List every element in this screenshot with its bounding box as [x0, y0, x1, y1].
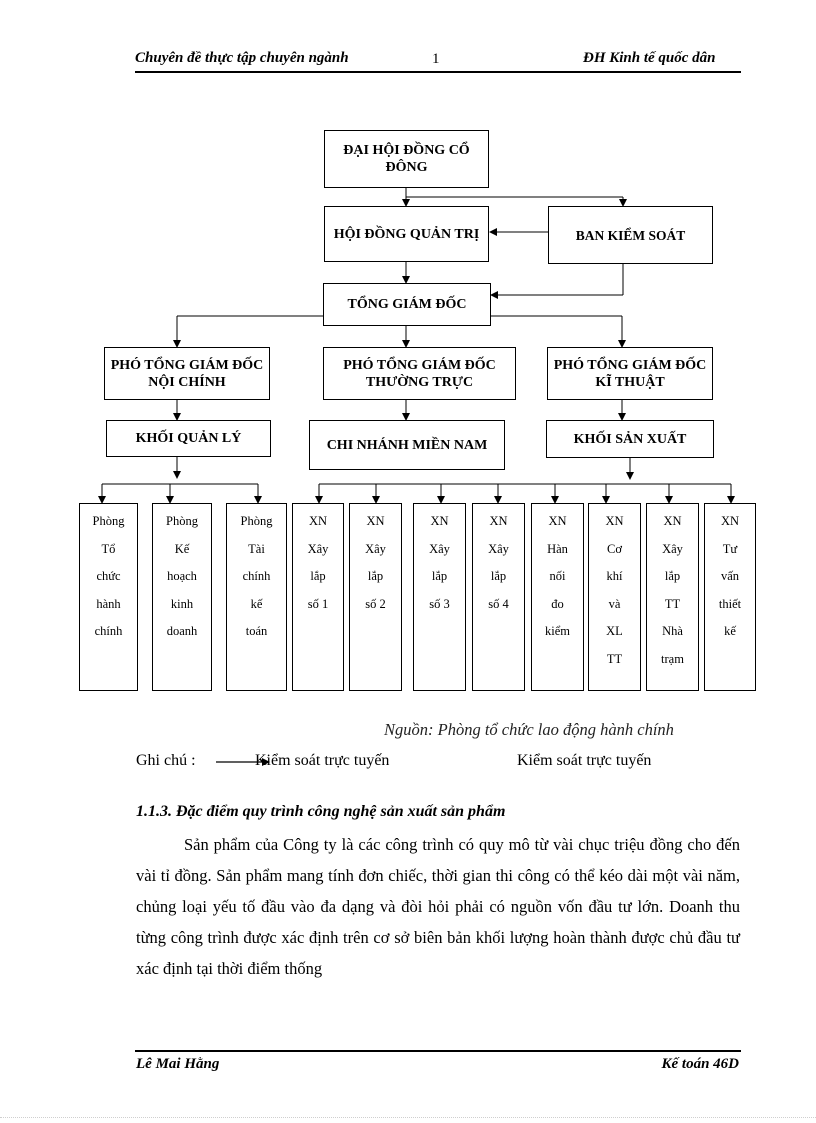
- enterprise-station-construction: XN Xây lắp TT Nhà trạm: [646, 503, 699, 691]
- box-supervisory: BAN KIỂM SOÁT: [548, 206, 713, 264]
- dept-finance-accounting: Phòng Tài chính kế toán: [226, 503, 287, 691]
- enterprise-design-consulting: XN Tư vấn thiết kế: [704, 503, 756, 691]
- box-board: HỘI ĐỒNG QUẢN TRỊ: [324, 206, 489, 262]
- body-paragraph: [136, 829, 740, 984]
- section-heading: 1.1.3. Đặc điểm quy trình công nghệ sản xuất sản phẩm: [136, 803, 506, 820]
- box-deputy-technical: PHÓ TỔNG GIÁM ĐỐC KĨ THUẬT: [547, 347, 713, 400]
- enterprise-mechanical: XN Cơ khí và XL TT: [588, 503, 641, 691]
- box-south-branch: CHI NHÁNH MIỀN NAM: [309, 420, 505, 470]
- chart-source: Nguồn: Phòng tổ chức lao động hành chính: [384, 720, 674, 739]
- enterprise-construction-1: XN Xây lắp số 1: [292, 503, 344, 691]
- box-management-block: KHỐI QUẢN LÝ: [106, 420, 271, 457]
- box-deputy-standing: PHÓ TỔNG GIÁM ĐỐC THƯỜNG TRỰC: [323, 347, 516, 400]
- footer-author: Lê Mai Hằng: [136, 1056, 220, 1072]
- paragraph-text: Sản phẩm của Công ty là các công trình có quy mô từ vài chục triệu đồng cho đến vài tỉ đồng. Sản phẩm mang tính đơn chiếc, thời gian thi công có thể kéo dài một vài năm, chủng loại yếu tố đầu vào đa dạng và đòi hỏi phải có nguồn vốn đầu tư lớn. Doanh thu từng công trình được xác định trên cơ sở biên bản khối lượng hoàn thành được chủ đầu tư xác định tại thời điểm thống: [136, 835, 740, 978]
- enterprise-welding-inspection: XN Hàn nối đo kiểm: [531, 503, 584, 691]
- box-ceo: TỔNG GIÁM ĐỐC: [323, 283, 491, 326]
- footer-rule: [135, 1050, 741, 1052]
- legend-label: Ghi chú :: [136, 752, 196, 769]
- dept-organization-admin: Phòng Tổ chức hành chính: [79, 503, 138, 691]
- page-number: 1: [432, 51, 440, 67]
- box-deputy-internal: PHÓ TỔNG GIÁM ĐỐC NỘI CHÍNH: [104, 347, 270, 400]
- enterprise-construction-2: XN Xây lắp số 2: [349, 503, 402, 691]
- footer-class: Kế toán 46D: [661, 1056, 739, 1072]
- legend-item-second: Kiểm soát trực tuyến: [517, 752, 652, 769]
- enterprise-construction-3: XN Xây lắp số 3: [413, 503, 466, 691]
- header-right: ĐH Kinh tế quốc dân: [583, 50, 716, 66]
- legend-item-solid: Kiểm soát trực tuyến: [255, 752, 390, 769]
- enterprise-construction-4: XN Xây lắp số 4: [472, 503, 525, 691]
- dept-planning-business: Phòng Kế hoạch kinh doanh: [152, 503, 212, 691]
- header-left: Chuyên đề thực tập chuyên ngành: [135, 50, 349, 66]
- box-production-block: KHỐI SẢN XUẤT: [546, 420, 714, 458]
- page-edge: [0, 1117, 816, 1118]
- box-shareholders: ĐẠI HỘI ĐỒNG CỔ ĐÔNG: [324, 130, 489, 188]
